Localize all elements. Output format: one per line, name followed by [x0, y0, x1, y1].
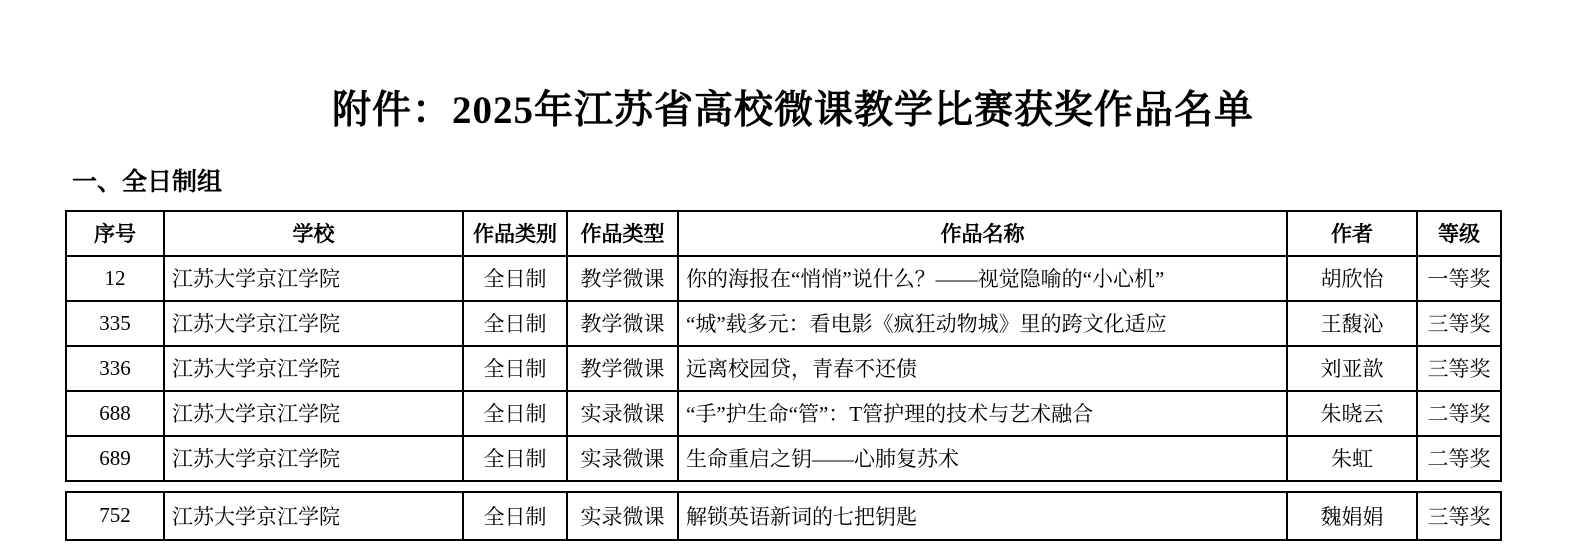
section-heading: 一、全日制组 — [72, 168, 223, 196]
table-cell: 一等奖 — [1417, 256, 1501, 301]
table-cell: 全日制 — [463, 492, 567, 540]
header-cell-school: 学校 — [164, 211, 463, 256]
header-cell-author: 作者 — [1287, 211, 1417, 256]
table-cell: 752 — [66, 492, 164, 540]
table-cell: 江苏大学京江学院 — [164, 436, 463, 481]
table-cell: 全日制 — [463, 436, 567, 481]
header-cell-index: 序号 — [66, 211, 164, 256]
table-cell: 江苏大学京江学院 — [164, 256, 463, 301]
awards-table-body — [66, 256, 1501, 481]
table-cell: 三等奖 — [1417, 301, 1501, 346]
table-cell: 全日制 — [463, 346, 567, 391]
table-cell: 全日制 — [463, 391, 567, 436]
table-cell: 胡欣怡 — [1287, 256, 1417, 301]
table-cell: 教学微课 — [567, 346, 678, 391]
table-cell: 远离校园贷，青春不还债 — [678, 346, 1287, 391]
table-cell: 解锁英语新词的七把钥匙 — [678, 492, 1287, 540]
table-cell: 你的海报在“悄悄”说什么？——视觉隐喻的“小心机” — [678, 256, 1287, 301]
table-cell: “手”护生命“管”：T管护理的技术与艺术融合 — [678, 391, 1287, 436]
awards-table-continuation-body — [66, 492, 1501, 540]
table-cell: 朱晓云 — [1287, 391, 1417, 436]
header-cell-grade: 等级 — [1417, 211, 1501, 256]
header-cell-type: 作品类型 — [567, 211, 678, 256]
table-cell: 生命重启之钥——心肺复苏术 — [678, 436, 1287, 481]
table-cell: 全日制 — [463, 301, 567, 346]
awards-table-header — [66, 211, 1501, 256]
table-row — [66, 301, 1501, 346]
table-cell: 实录微课 — [567, 492, 678, 540]
table-cell: 实录微课 — [567, 436, 678, 481]
table-cell: 王馥沁 — [1287, 301, 1417, 346]
table-cell: 12 — [66, 256, 164, 301]
table-cell: 江苏大学京江学院 — [164, 301, 463, 346]
table-cell: 江苏大学京江学院 — [164, 391, 463, 436]
table-cell: 刘亚歆 — [1287, 346, 1417, 391]
header-cell-work-name: 作品名称 — [678, 211, 1287, 256]
table-cell: 实录微课 — [567, 391, 678, 436]
table-row — [66, 436, 1501, 481]
table-cell: 三等奖 — [1417, 346, 1501, 391]
table-cell: 688 — [66, 391, 164, 436]
table-cell: 魏娟娟 — [1287, 492, 1417, 540]
table-cell: 689 — [66, 436, 164, 481]
awards-table — [65, 210, 1502, 482]
table-cell: 336 — [66, 346, 164, 391]
page-title: 附件：2025年江苏省高校微课教学比赛获奖作品名单 — [331, 89, 1254, 132]
table-cell: 二等奖 — [1417, 391, 1501, 436]
table-cell: 教学微课 — [567, 256, 678, 301]
table-row — [66, 256, 1501, 301]
header-row — [66, 211, 1501, 256]
table-cell: 朱虹 — [1287, 436, 1417, 481]
table-cell: 江苏大学京江学院 — [164, 492, 463, 540]
table-cell: “城”载多元：看电影《疯狂动物城》里的跨文化适应 — [678, 301, 1287, 346]
table-row — [66, 391, 1501, 436]
table-cell: 335 — [66, 301, 164, 346]
table-row — [66, 492, 1501, 540]
table-cell: 三等奖 — [1417, 492, 1501, 540]
awards-table-continuation — [65, 491, 1502, 541]
table-cell: 教学微课 — [567, 301, 678, 346]
header-cell-category: 作品类别 — [463, 211, 567, 256]
table-cell: 全日制 — [463, 256, 567, 301]
table-cell: 二等奖 — [1417, 436, 1501, 481]
table-cell: 江苏大学京江学院 — [164, 346, 463, 391]
table-row — [66, 346, 1501, 391]
